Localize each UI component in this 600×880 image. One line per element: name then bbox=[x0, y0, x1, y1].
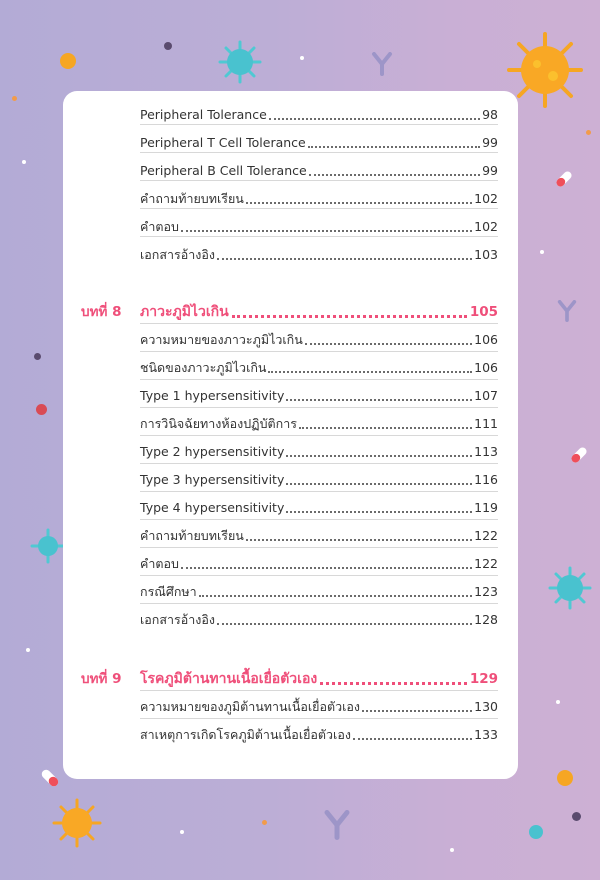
toc-entry[interactable] bbox=[140, 466, 498, 488]
toc-entry-label: สาเหตุการเกิดโรคภูมิต้านเนื้อเยื่อตัวเอง bbox=[140, 727, 351, 742]
toc-entry-page: 128 bbox=[474, 612, 498, 627]
dot-leader bbox=[181, 230, 472, 232]
dot-leader bbox=[299, 427, 472, 429]
toc-entry-label: การวินิจฉัยทางห้องปฏิบัติการ bbox=[140, 416, 297, 431]
toc-card bbox=[63, 91, 518, 779]
decor-dot bbox=[450, 848, 454, 852]
dot-leader bbox=[181, 567, 472, 569]
decor-dot bbox=[26, 648, 30, 652]
decor-dot bbox=[540, 250, 544, 254]
toc-entry-label: Type 4 hypersensitivity bbox=[140, 500, 285, 515]
chapter-page: 105 bbox=[469, 304, 498, 320]
toc-entry[interactable] bbox=[140, 721, 498, 743]
divider bbox=[140, 379, 498, 380]
divider bbox=[140, 491, 498, 492]
toc-entry-label: คำถามท้ายบทเรียน bbox=[140, 528, 244, 543]
virus-icon bbox=[30, 528, 66, 564]
dot-leader bbox=[320, 682, 467, 685]
toc-entry[interactable] bbox=[140, 578, 498, 600]
antibody-icon bbox=[322, 810, 352, 840]
dot-leader bbox=[268, 371, 472, 373]
toc-entry[interactable] bbox=[140, 326, 498, 348]
decor-dot bbox=[164, 42, 172, 50]
antibody-icon bbox=[370, 52, 394, 76]
divider bbox=[140, 124, 498, 125]
toc-entry[interactable] bbox=[140, 213, 498, 235]
decor-dot bbox=[556, 700, 560, 704]
divider bbox=[140, 407, 498, 408]
toc-entry[interactable] bbox=[140, 241, 498, 263]
toc-entry[interactable] bbox=[140, 550, 498, 572]
toc-entry-page: 122 bbox=[474, 528, 498, 543]
toc-entry[interactable] bbox=[140, 522, 498, 544]
toc-entry-page: 106 bbox=[474, 360, 498, 375]
dot-leader bbox=[362, 710, 472, 712]
toc-entry[interactable] bbox=[140, 101, 498, 123]
toc-entry-page: 98 bbox=[482, 107, 498, 122]
dot-leader bbox=[269, 118, 480, 120]
divider bbox=[140, 323, 498, 324]
chapter-title: โรคภูมิต้านทานเนื้อเยื่อตัวเอง bbox=[140, 671, 318, 687]
divider bbox=[140, 208, 498, 209]
virus-icon bbox=[548, 566, 592, 610]
dot-leader bbox=[286, 399, 472, 401]
dot-leader bbox=[246, 539, 472, 541]
decor-dot bbox=[300, 56, 304, 60]
toc-entry-page: 113 bbox=[474, 444, 498, 459]
toc-entry-page: 106 bbox=[474, 332, 498, 347]
toc-entry-label: เอกสารอ้างอิง bbox=[140, 612, 215, 627]
toc-entry-page: 99 bbox=[482, 135, 498, 150]
divider bbox=[140, 435, 498, 436]
toc-entry-page: 122 bbox=[474, 556, 498, 571]
capsule-icon bbox=[38, 766, 62, 790]
toc-entry[interactable] bbox=[140, 606, 498, 628]
divider bbox=[140, 463, 498, 464]
decor-dot bbox=[180, 830, 184, 834]
decor-dot bbox=[22, 160, 26, 164]
divider bbox=[140, 547, 498, 548]
antibody-icon bbox=[556, 300, 578, 322]
dot-leader bbox=[217, 623, 472, 625]
dot-leader bbox=[286, 511, 472, 513]
toc-entry-page: 103 bbox=[474, 247, 498, 262]
divider bbox=[140, 236, 498, 237]
toc-entry[interactable] bbox=[140, 382, 498, 404]
virus-icon bbox=[526, 822, 546, 842]
toc-entry[interactable] bbox=[140, 693, 498, 715]
virus-icon bbox=[505, 30, 585, 110]
divider bbox=[140, 152, 498, 153]
decor-dot bbox=[36, 404, 47, 415]
chapter-page: 129 bbox=[469, 671, 498, 687]
virus-icon bbox=[57, 50, 79, 72]
dot-leader bbox=[305, 343, 472, 345]
chapter-number: บทที่ 8 bbox=[81, 304, 122, 320]
toc-entry[interactable] bbox=[140, 438, 498, 460]
toc-entry-label: Peripheral Tolerance bbox=[140, 107, 267, 122]
divider bbox=[140, 575, 498, 576]
divider bbox=[140, 718, 498, 719]
virus-icon bbox=[553, 766, 577, 790]
toc-entry-label: กรณีศึกษา bbox=[140, 584, 197, 599]
decor-dot bbox=[34, 353, 41, 360]
toc-entry[interactable] bbox=[140, 157, 498, 179]
divider bbox=[140, 690, 498, 691]
capsule-icon bbox=[553, 168, 575, 190]
decor-dot bbox=[12, 96, 17, 101]
divider bbox=[140, 519, 498, 520]
decor-dot bbox=[572, 812, 581, 821]
toc-entry-page: 102 bbox=[474, 219, 498, 234]
toc-entry[interactable] bbox=[140, 129, 498, 151]
chapter-9-heading[interactable] bbox=[81, 664, 498, 688]
decor-dot bbox=[586, 130, 591, 135]
dot-leader bbox=[246, 202, 472, 204]
toc-entry-page: 99 bbox=[482, 163, 498, 178]
virus-icon bbox=[218, 40, 262, 84]
chapter-title: ภาวะภูมิไวเกิน bbox=[140, 304, 229, 320]
toc-entry-page: 133 bbox=[474, 727, 498, 742]
toc-entry-label: Type 3 hypersensitivity bbox=[140, 472, 285, 487]
toc-entry-page: 119 bbox=[474, 500, 498, 515]
toc-entry-page: 116 bbox=[474, 472, 498, 487]
toc-entry[interactable] bbox=[140, 354, 498, 376]
toc-entry-label: Type 2 hypersensitivity bbox=[140, 444, 285, 459]
toc-entry[interactable] bbox=[140, 185, 498, 207]
toc-entry-label: คำตอบ bbox=[140, 556, 179, 571]
dot-leader bbox=[308, 146, 480, 148]
dot-leader bbox=[232, 315, 467, 318]
divider bbox=[140, 603, 498, 604]
toc-entry-label: คำถามท้ายบทเรียน bbox=[140, 191, 244, 206]
toc-entry-page: 130 bbox=[474, 699, 498, 714]
toc-entry[interactable] bbox=[140, 494, 498, 516]
toc-entry-label: ความหมายของภูมิต้านทานเนื้อเยื่อตัวเอง bbox=[140, 699, 361, 714]
toc-entry-label: คำตอบ bbox=[140, 219, 179, 234]
toc-entry-page: 107 bbox=[474, 388, 498, 403]
dot-leader bbox=[199, 595, 473, 597]
virus-icon bbox=[52, 798, 102, 848]
toc-entry-page: 102 bbox=[474, 191, 498, 206]
toc-entry[interactable] bbox=[140, 410, 498, 432]
toc-entry-page: 123 bbox=[474, 584, 498, 599]
decor-dot bbox=[262, 820, 267, 825]
dot-leader bbox=[286, 483, 472, 485]
toc-entry-label: ชนิดของภาวะภูมิไวเกิน bbox=[140, 360, 267, 375]
chapter-number: บทที่ 9 bbox=[81, 671, 122, 687]
toc-entry-label: Peripheral T Cell Tolerance bbox=[140, 135, 306, 150]
capsule-icon bbox=[568, 444, 590, 466]
divider bbox=[140, 351, 498, 352]
toc-entry-label: เอกสารอ้างอิง bbox=[140, 247, 215, 262]
dot-leader bbox=[217, 258, 472, 260]
dot-leader bbox=[286, 455, 472, 457]
toc-entry-label: Type 1 hypersensitivity bbox=[140, 388, 285, 403]
toc-entry-page: 111 bbox=[474, 416, 498, 431]
toc-entry-label: Peripheral B Cell Tolerance bbox=[140, 163, 307, 178]
divider bbox=[140, 180, 498, 181]
toc-entry-label: ความหมายของภาวะภูมิไวเกิน bbox=[140, 332, 303, 347]
dot-leader bbox=[353, 738, 472, 740]
chapter-8-heading[interactable] bbox=[81, 297, 498, 321]
dot-leader bbox=[309, 174, 480, 176]
